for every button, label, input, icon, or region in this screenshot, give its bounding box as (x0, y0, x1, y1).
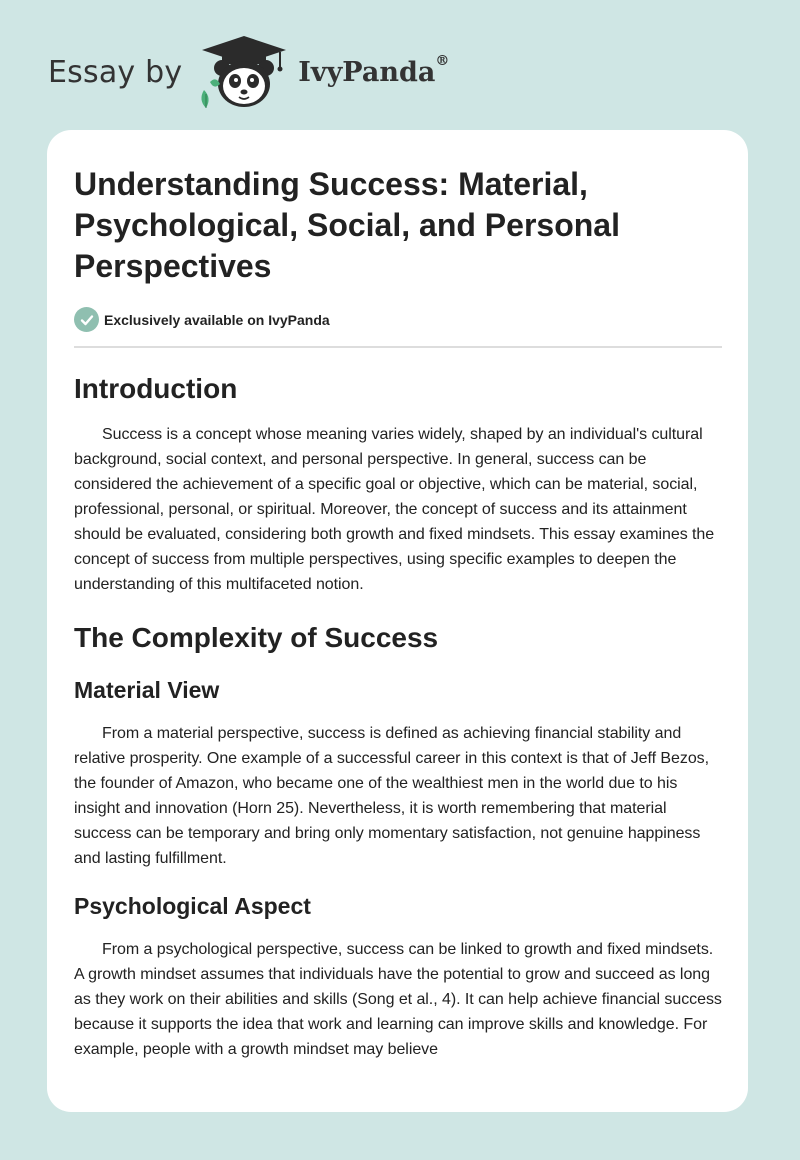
site-brand[interactable] (48, 32, 449, 112)
check-circle-icon (74, 307, 99, 332)
registered-mark: ® (435, 52, 450, 69)
essay-card (47, 130, 748, 1112)
section-heading-complexity: The Complexity of Success (74, 622, 439, 653)
introduction-paragraph: Success is a concept whose meaning varies widely, shaped by an individual's cultural background, social context, and personal perspective. In general, success can be considered the achievement of a specific goal or objective, which can be material, social, professional, personal, or spiritual. Moreover, the concept of success and its attainment should be evaluated, considering both growth and fixed mindsets. This essay examines the concept of success from multiple perspectives, using specific examples to deepen the understanding of this multifaceted notion. (74, 426, 715, 593)
brand-prefix: Essay by (48, 54, 183, 90)
panda-graduation-cap-icon (196, 34, 292, 110)
essay-title: Understanding Success: Material, Psychological, Social, and Personal Perspectives (74, 166, 620, 284)
subheading-psychological-aspect: Psychological Aspect (74, 893, 311, 919)
exclusive-badge (74, 307, 722, 348)
badge-text: Exclusively available on IvyPanda (104, 311, 330, 328)
section-heading-introduction: Introduction (74, 373, 238, 404)
psychological-aspect-paragraph: From a psychological perspective, success can be linked to growth and fixed mindsets. A growth mindset assumes that individuals have the potential to grow and succeed as long as they work on their abilities and skills (Song et al., 4). It can help achieve financial success because it supports the idea that work and learning can improve skills and knowledge. For example, people with a growth mindset may believe (74, 941, 722, 1058)
brand-name: IvyPanda® (298, 52, 450, 88)
material-view-paragraph: From a material perspective, success is defined as achieving financial stability and relative prosperity. One example of a successful career in this context is that of Jeff Bezos, the founder of Amazon, who became one of the wealthiest men in the world due to his insight and innovation (Horn 25). Nevertheless, it is worth remembering that material success can be temporary and bring only momentary satisfaction, not genuine happiness and lasting fulfillment. (74, 725, 710, 867)
subheading-material-view: Material View (74, 677, 220, 703)
